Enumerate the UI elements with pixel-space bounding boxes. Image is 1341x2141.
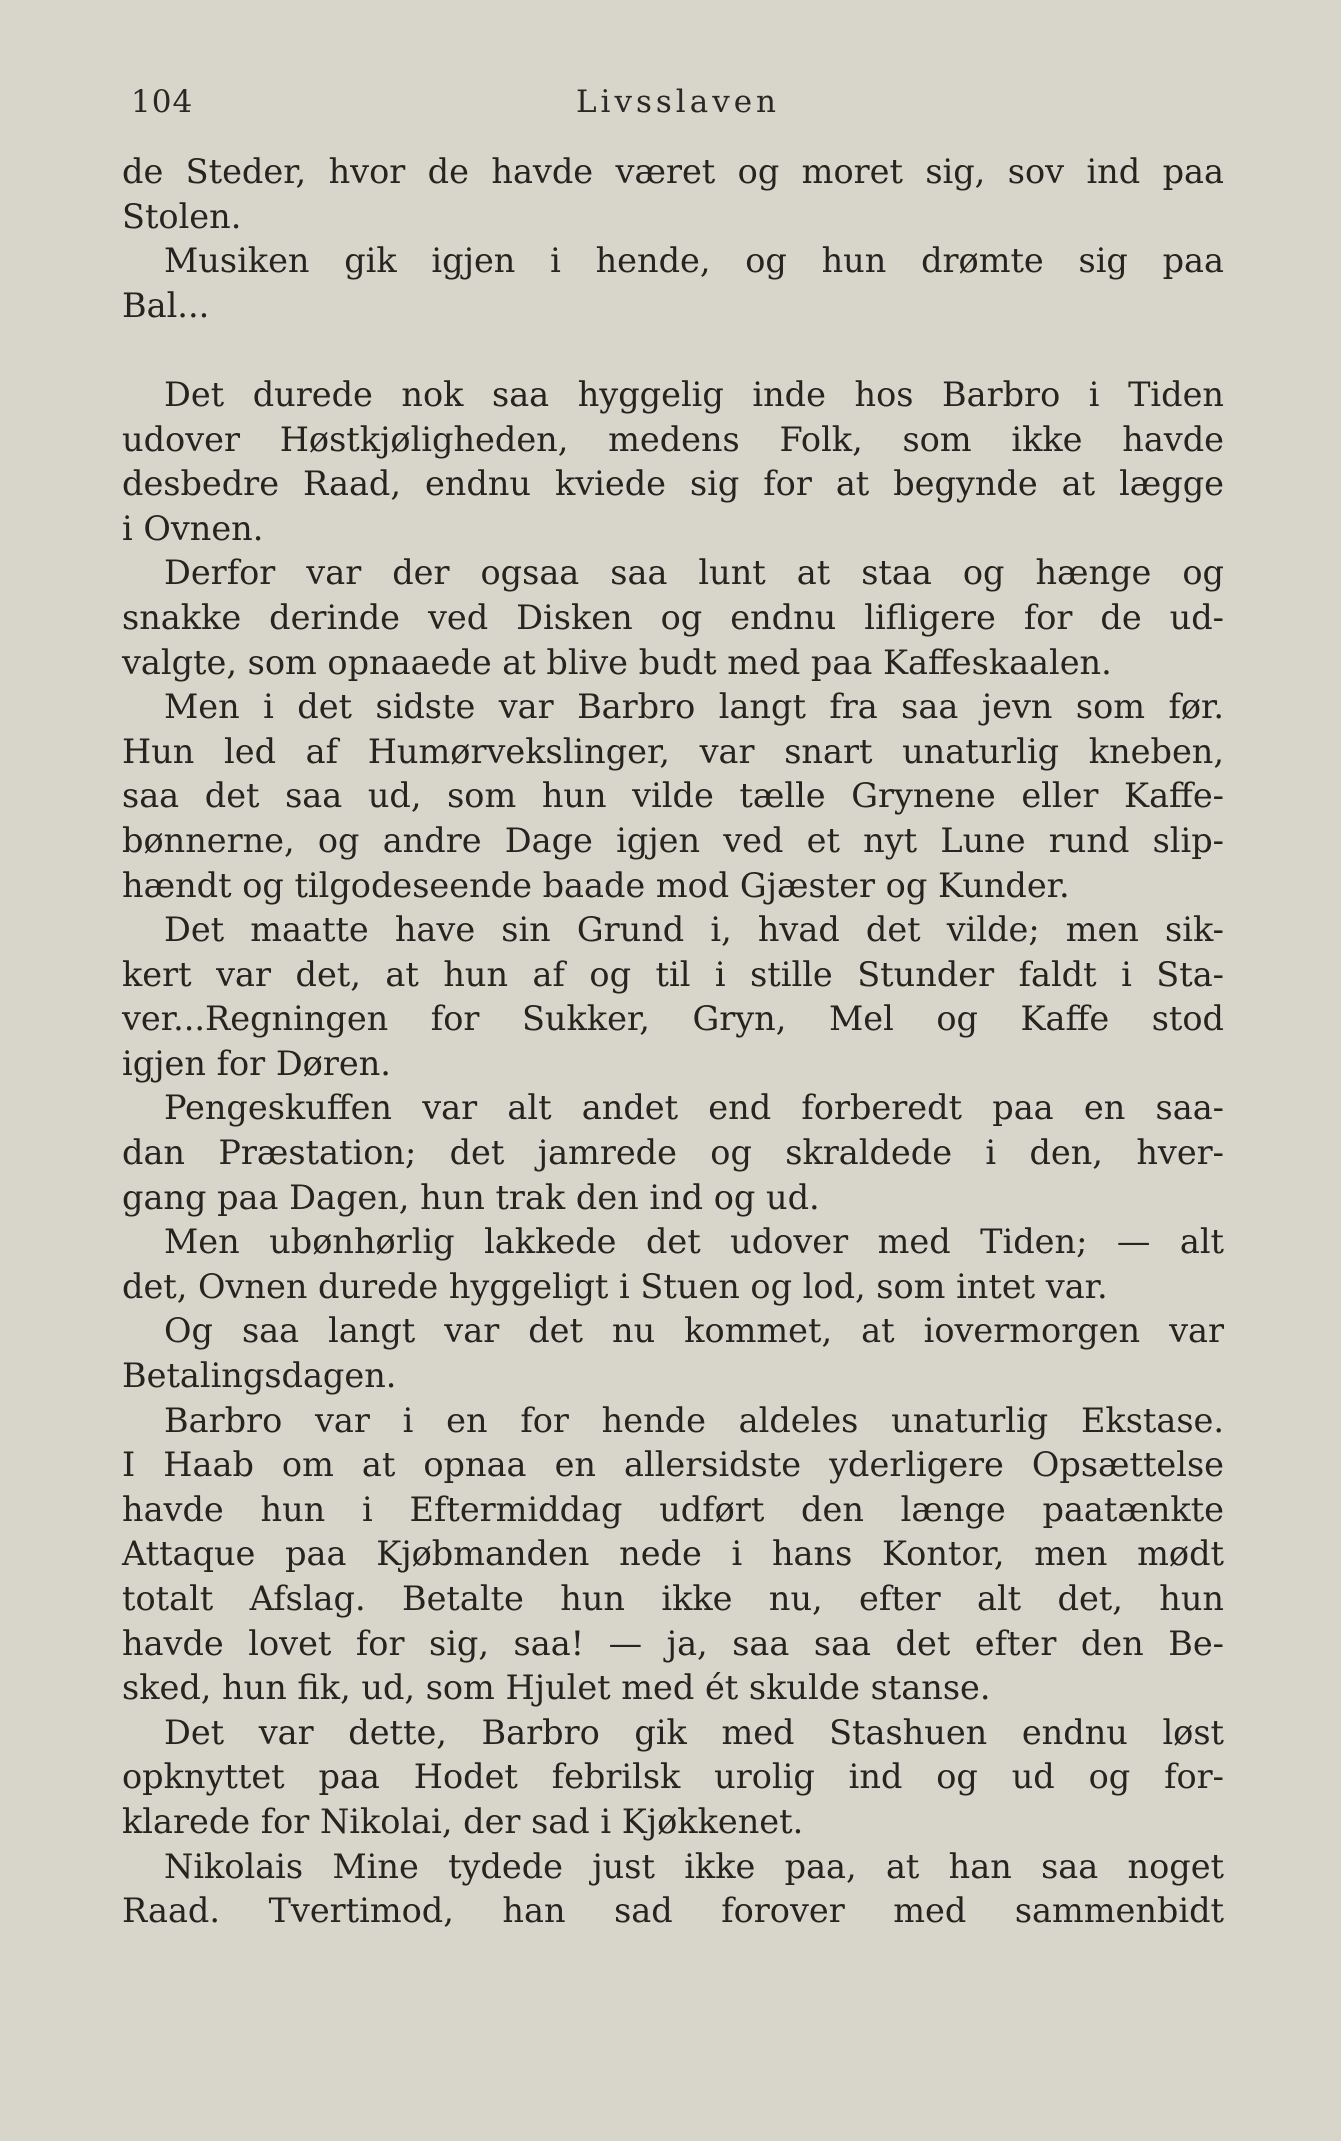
- text-line: Derfor var der ogsaa saa lunt at staa og hænge og: [164, 553, 1224, 593]
- text-line: valgte, som opnaaede at blive budt med paa Kaffeskaalen.: [122, 642, 1112, 682]
- text-line: hændt og tilgodeseende baade mod Gjæster og Kunder.: [122, 865, 1070, 905]
- page-number: 104: [131, 84, 194, 120]
- text-line: bønnerne, og andre Dage igjen ved et nyt Lune rund slip-: [122, 820, 1224, 860]
- body-text: [122, 150, 1224, 1934]
- text-line: saa det saa ud, som hun vilde tælle Grynene eller Kaffe-: [122, 776, 1224, 816]
- page-header: [131, 84, 1225, 128]
- text-line: opknyttet paa Hodet febrilsk urolig ind og ud og for-: [122, 1757, 1224, 1797]
- text-line: Og saa langt var det nu kommet, at iovermorgen var: [164, 1311, 1224, 1351]
- running-title: Livsslaven: [575, 84, 781, 120]
- text-line: Bal...: [122, 285, 210, 325]
- text-line: dan Præstation; det jamrede og skraldede i den, hver-: [122, 1133, 1224, 1173]
- text-line: ver...Regningen for Sukker, Gryn, Mel og Kaffe stod: [122, 999, 1224, 1039]
- text-line: Stolen.: [122, 196, 242, 236]
- text-line: totalt Afslag. Betalte hun ikke nu, efter alt det, hun: [122, 1579, 1224, 1618]
- text-line: snakke derinde ved Disken og endnu lifligere for de ud-: [122, 597, 1224, 637]
- text-line: det, Ovnen durede hyggeligt i Stuen og lod, som intet var.: [122, 1266, 1108, 1306]
- text-line: havde hun i Eftermiddag udført den længe paatænkte: [122, 1489, 1224, 1529]
- text-line: kert var det, at hun af og til i stille Stunder faldt i Sta-: [122, 954, 1224, 994]
- text-line: gang paa Dagen, hun trak den ind og ud.: [122, 1177, 820, 1217]
- text-line: Hun led af Humørvekslinger, var snart unaturlig kneben,: [122, 731, 1224, 771]
- text-line: Pengeskuffen var alt andet end forberedt paa en saa-: [164, 1088, 1224, 1128]
- text-line: havde lovet for sig, saa! — ja, saa saa det efter den Be-: [122, 1623, 1224, 1663]
- text-line: i Ovnen.: [122, 508, 264, 548]
- text-line: igjen for Døren.: [122, 1043, 391, 1083]
- paragraph-gap: [122, 328, 1224, 373]
- text-line: Det maatte have sin Grund i, hvad det vilde; men sik-: [164, 910, 1224, 950]
- text-line: sked, hun fik, ud, som Hjulet med ét skulde stanse.: [122, 1668, 991, 1708]
- text-line: Barbro var i en for hende aldeles unaturlig Ekstase.: [164, 1400, 1224, 1440]
- text-line: Raad. Tvertimod, han sad forover med sammenbidt: [122, 1891, 1224, 1931]
- text-line: Musiken gik igjen i hende, og hun drømte sig paa: [164, 241, 1224, 281]
- text-line: I Haab om at opnaa en allersidste yderligere Opsættelse: [122, 1445, 1224, 1485]
- text-line: Men i det sidste var Barbro langt fra saa jevn som før.: [164, 687, 1224, 727]
- text-line: Men ubønhørlig lakkede det udover med Tiden; — alt: [164, 1222, 1224, 1262]
- text-line: Betalingsdagen.: [122, 1356, 397, 1396]
- text-line: Det durede nok saa hyggelig inde hos Barbro i Tiden: [164, 374, 1224, 414]
- text-line: desbedre Raad, endnu kviede sig for at begynde at lægge: [122, 464, 1224, 504]
- text-line: klarede for Nikolai, der sad i Kjøkkenet.: [122, 1801, 804, 1841]
- text-line: udover Høstkjøligheden, medens Folk, som ikke havde: [122, 419, 1224, 459]
- text-line: de Steder, hvor de havde været og moret sig, sov ind paa: [122, 152, 1224, 191]
- text-line: Nikolais Mine tydede just ikke paa, at han saa noget: [164, 1846, 1224, 1886]
- text-line: Attaque paa Kjøbmanden nede i hans Kontor, men mødt: [122, 1534, 1224, 1574]
- text-line: Det var dette, Barbro gik med Stashuen endnu løst: [164, 1712, 1224, 1752]
